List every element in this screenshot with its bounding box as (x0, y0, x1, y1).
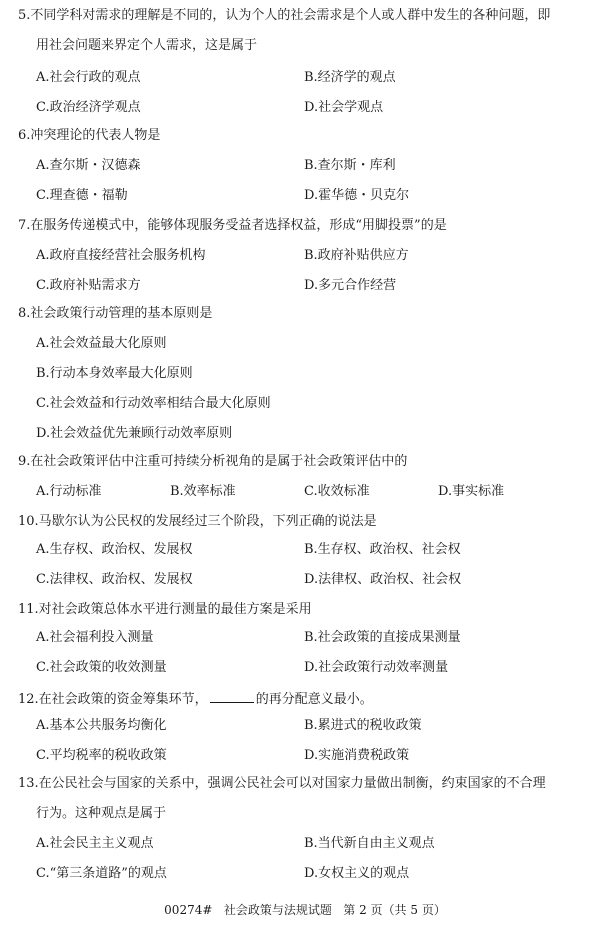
question-9-stem: 9.在社会政策评估中注重可持续分析视角的是属于社会政策评估中的 (18, 454, 408, 469)
question-11-option-d: D.社会政策行动效率测量 (304, 660, 449, 675)
question-12-stem-pre: 12.在社会政策的资金筹集环节， (18, 692, 208, 707)
question-8-option-c: C.社会效益和行动效率相结合最大化原则 (36, 396, 271, 411)
question-12-stem (18, 690, 373, 708)
question-10-option-a: A.生存权、政治权、发展权 (36, 542, 193, 557)
question-13-option-d: D.女权主义的观点 (304, 866, 410, 881)
question-5-option-b: B.经济学的观点 (304, 70, 396, 85)
question-8-option-a: A.社会效益最大化原则 (36, 336, 167, 351)
question-13-stem-cont: 行为。这种观点是属于 (36, 806, 167, 821)
question-5-option-a: A.社会行政的观点 (36, 70, 141, 85)
question-12-option-b: B.累进式的税收政策 (304, 718, 422, 733)
question-13-option-a: A.社会民主主义观点 (36, 836, 154, 851)
question-6-stem: 6.冲突理论的代表人物是 (18, 128, 161, 143)
question-6-option-c: C.理查德・福勒 (36, 188, 128, 203)
question-13-option-b: B.当代新自由主义观点 (304, 836, 435, 851)
question-11-option-c: C.社会政策的收效测量 (36, 660, 167, 675)
question-10-option-c: C.法律权、政治权、发展权 (36, 572, 193, 587)
question-6-option-b: B.查尔斯・库利 (304, 158, 396, 173)
question-5-stem: 5.不同学科对需求的理解是不同的，认为个人的社会需求是个人或人群中发生的各种问题，即 (18, 8, 551, 23)
question-7-option-c: C.政府补贴需求方 (36, 278, 141, 293)
question-13-stem: 13.在公民社会与国家的关系中，强调公民社会可以对国家力量做出制衡，约束国家的不合理 (18, 776, 546, 791)
question-6-option-a: A.查尔斯・汉德森 (36, 158, 141, 173)
question-11-stem: 11.对社会政策总体水平进行测量的最佳方案是采用 (18, 602, 312, 617)
question-7-option-a: A.政府直接经营社会服务机构 (36, 248, 206, 263)
question-10-option-d: D.法律权、政治权、社会权 (304, 572, 462, 587)
question-9-option-b: B.效率标准 (170, 484, 236, 499)
question-7-option-d: D.多元合作经营 (304, 278, 397, 293)
question-8-stem: 8.社会政策行动管理的基本原则是 (18, 306, 213, 321)
question-11-option-b: B.社会政策的直接成果测量 (304, 630, 461, 645)
question-12-stem-post: 的再分配意义最小。 (255, 692, 373, 707)
question-10-stem: 10.马歇尔认为公民权的发展经过三个阶段，下列正确的说法是 (18, 514, 377, 529)
question-5-stem-cont: 用社会问题来界定个人需求，这是属于 (36, 38, 258, 53)
question-9-option-a: A.行动标准 (36, 484, 102, 499)
question-12-option-d: D.实施消费税政策 (304, 748, 410, 763)
question-7-option-b: B.政府补贴供应方 (304, 248, 409, 263)
question-10-option-b: B.生存权、政治权、社会权 (304, 542, 461, 557)
question-9-option-d: D.事实标准 (438, 484, 505, 499)
question-9-option-c: C.收效标准 (304, 484, 370, 499)
question-7-stem: 7.在服务传递模式中，能够体现服务受益者选择权益，形成“用脚投票”的是 (18, 218, 447, 233)
question-11-option-a: A.社会福利投入测量 (36, 630, 154, 645)
question-5-option-c: C.政治经济学观点 (36, 100, 141, 115)
question-13-option-c: C.“第三条道路”的观点 (36, 866, 167, 881)
question-12-option-a: A.基本公共服务均衡化 (36, 718, 167, 733)
answer-blank (210, 690, 254, 703)
question-5-option-d: D.社会学观点 (304, 100, 384, 115)
page-footer: 00274# 社会政策与法规试题 第 2 页（共 5 页） (164, 903, 446, 917)
question-8-option-d: D.社会效益优先兼顾行动效率原则 (36, 426, 233, 441)
question-12-option-c: C.平均税率的税收政策 (36, 748, 167, 763)
question-6-option-d: D.霍华德・贝克尔 (304, 188, 410, 203)
question-8-option-b: B.行动本身效率最大化原则 (36, 366, 193, 381)
